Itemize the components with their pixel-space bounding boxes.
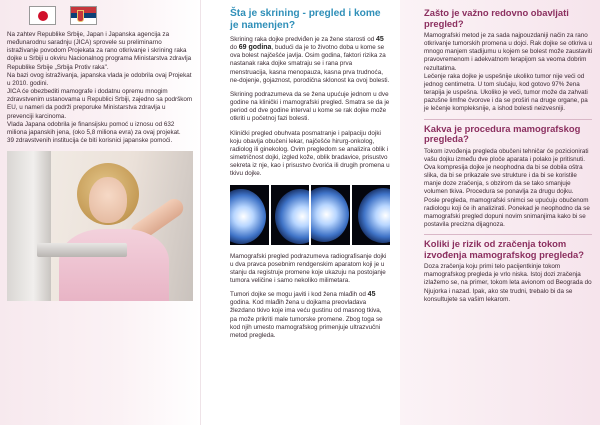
screening-paragraph: Skrining podrazumeva da se žena upućuje jednom u dve godine na klinički i mamografski pregled. Smatra se da je period od dve godine interval u kome se rak dojke može otkriti u početnoj fazi bolesti. [230, 90, 390, 123]
procedure-paragraph: Tokom izvođenja pregleda obučeni tehničar će pozicionirati vašu dojku između dve ploče aparata i polako je pritisnuti. Ova kompresija dojke je neophodna da bi se dobila oštra slika, da bi se prikazale sve strukture i da bi se koristile manje doze zračenja, s obzirom da se tako smanjuje volumen tkiva. Procedura se ponavlja za drugu dojku. [424, 147, 589, 196]
mammogram-image [352, 185, 391, 245]
left-paragraph: Na bazi ovog istraživanja, japanska vlada je odobrila ovaj Projekat u 2010. godini. [7, 71, 192, 87]
radiation-risk-heading: Koliki je rizik od zračenja tokom izvođenja mamografskog pregleda? [424, 238, 584, 260]
left-paragraph: 39 zdravstvenih institucija će biti korisnici japanske pomoći. [7, 137, 173, 145]
left-paragraph: Na zahtev Republike Srbije, Japan i Japanska agencija za međunarodnu saradnju (JICA) sprovele su preliminarno istraživanje povodom Projekata za rano otkrivanje i skrining raka dojke u Srbiji u okviru Nacionalnog programa Ministarstva zdravlja Republike Srbije „Srbija Protiv raka". [7, 31, 192, 71]
screening-heading: Šta je skrining - pregled i kome je namenjen? [230, 8, 381, 31]
serbia-flag-icon [70, 6, 97, 25]
mammography-patient-photo [7, 151, 193, 301]
procedure-heading: Kakva je procedura mamografskog pregleda? [424, 122, 581, 145]
right-column [400, 0, 600, 425]
japan-flag-icon [29, 6, 56, 25]
divider [424, 119, 592, 120]
left-paragraph: JICA će obezbediti mamografe i dodatnu opremu mnogim zdravstvenim ustanovama u Republici Srbiji, zajedno sa podrškom EU, u nameri da podrži preporuke Ministarstva zdravlja u prevenciji karcinoma. [7, 88, 193, 120]
mammography-paragraph: Mamografski pregled podrazumeva radiografisanje dojki u dva pravca posebnim rendgenskim aparatom koji je u stanju da registruje promene koje ukazuju na postojanje tumora veličine i samo nekoliko milimetara. [230, 252, 387, 284]
divider [424, 234, 592, 235]
flags-row [29, 6, 193, 25]
mammogram-image [271, 185, 310, 245]
clinical-exam-paragraph: Klinički pregled obuhvata posmatranje i palpaciju dojki koju obavlja obučeni lekar, najčešće hirurg-onkolog, radiolog ili ginekolog. Ovim pregledom se analizira oblik i simetričnost dojki, izgled kože, oblik bradavice, prisustvo sekreta iz nje, kao i prisustvo čvorića ili drugih promena u tkivu dojke. [230, 129, 390, 178]
left-column [0, 0, 200, 425]
why-paragraph: Lečenje raka dojke je uspešnije ukoliko tumor nije veći od jednog centimetra. U tom slučaju, kod gotovo 97% žena terapija je uspešna. Ukoliko je veći, tumor može da zahvati pazušne limfne čvorove i da se proširi na druge organe, pa je lečenje kompleksnije, a ishod bolesti neizvesniji. [424, 72, 588, 113]
mammogram-image [230, 185, 269, 245]
why-paragraph: Mamografski metod je za sada najpouzdaniji način za rano otkrivanje tumorskih promena u dojci. Rak dojke se otkriva u mnogo manjem stadijumu u kojem se bolest može zaustaviti pravovremenom i adekvatnom terapijom sa veoma dobrim rezultatima. [424, 32, 592, 72]
mammogram-image [311, 185, 350, 245]
screening-paragraph: Skrining raka dojke predviđen je za žene starosti od 45 do 69 godina, budući da je to životno doba u kome se ova bolest najčešće javlja. Osim godina, faktori rizika za nastanak raka dojke smatraju se i rana prva menstruacija, kasna menopauza, kasna prva trudnoća, ne-dojenje, gojaznost, porodična sklonost ka ovoj bolesti. [230, 36, 390, 84]
why-regular-heading: Zašto je važno redovno obavljati pregled? [424, 7, 569, 29]
mammogram-images [230, 185, 390, 245]
radiation-paragraph: Doza zračenja koju primi telo pacijentkinje tokom mamografskog pregleda je vrlo niska. Istoj dozi zračenja izlažemo se, na primer, tokom leta avionom od Beograda do Njujorka i nazad. Ipak, ako ste trudni, trebalo bi da se konsultujete sa vašim lekarom. [424, 263, 592, 303]
left-intro-text [7, 31, 193, 145]
left-paragraph: Vlada Japana odobrila je finansijsku pomoć u iznosu od 632 miliona japanskih jena, (oko 5,8 miliona evra) za ovaj projekat. [7, 120, 181, 136]
middle-column [200, 0, 400, 425]
young-women-paragraph: Tumori dojke se mogu javiti i kod žena mlađih od 45 godina. Kod mlađih žena u dojkama preovladava žlezdano tkivo koje ima veću gustinu od masnog tkiva, pa može prikriti male tumorske promene. Zbog toga se kod njih umesto mamografskog primenjuje ultrazvučni metod pregleda. [230, 291, 383, 339]
procedure-paragraph: Posle pregleda, mamografski snimci se upućuju obučenom radiologu koji će ih analizirati. Ponekad je neophodno da se mamografski pregled dopuni novim snimanjima kako bi se postavila precizna dijagnoza. [424, 196, 590, 228]
